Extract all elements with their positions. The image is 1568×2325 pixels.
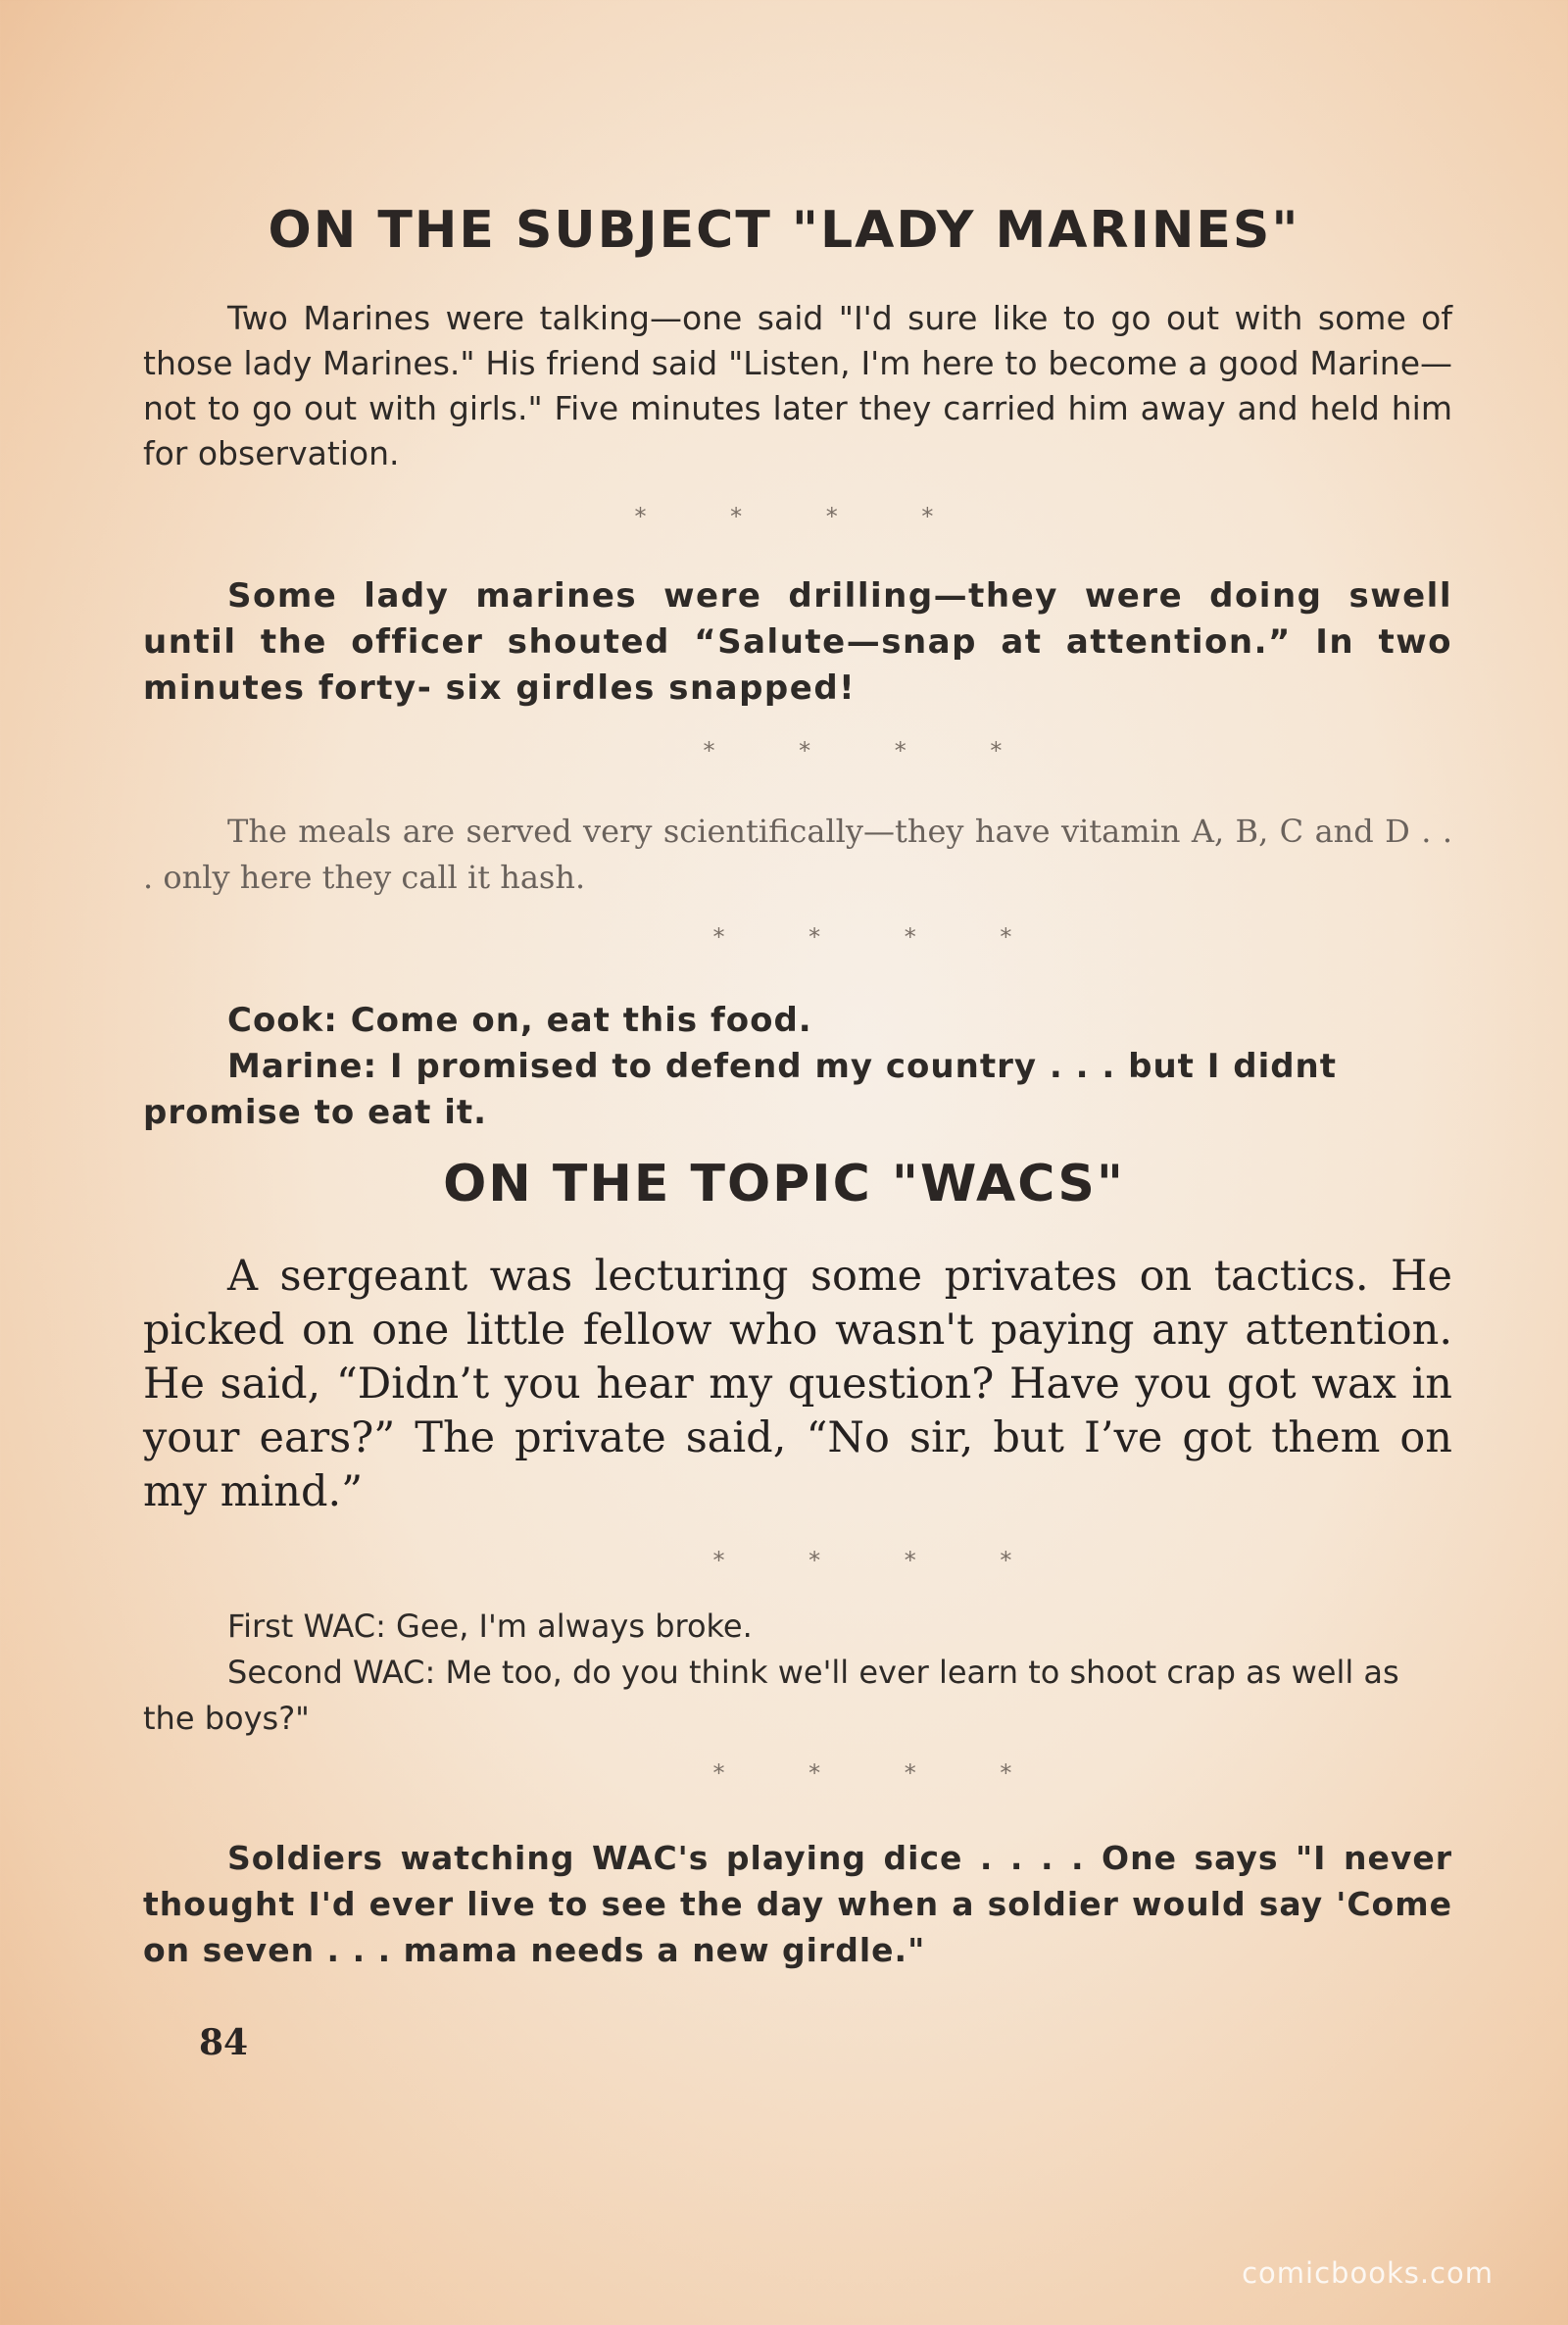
joke-meals-vitamins [143,809,1452,901]
joke-wac-broke [143,1604,1452,1742]
watermark: comicbooks.com [1242,2256,1494,2290]
joke-cook-marine [143,998,1452,1136]
joke-lady-marines-drilling [143,573,1452,712]
divider-stars: * * * * [703,737,1003,765]
dialogue-line: Second WAC: Me too, do you think we'll ever learn to shoot crap as well as the boys?" [143,1654,1399,1737]
divider-stars: * * * * [712,923,1012,951]
dialogue-line: Cook: Come on, eat this food. [227,1001,812,1040]
joke-text: Soldiers watching WAC's playing dice . . . . One says "I never thought I'd ever live to see the day when a soldier would say 'Come on seven . . . mama needs a new girdle." [143,1839,1452,1969]
joke-text: Some lady marines were drilling—they were doing swell until the officer shouted “Salute—snap at attention.” In two minutes forty- six girdles snapped! [143,576,1452,708]
dialogue-line: Marine: I promised to defend my country . . . but I didnt promise to eat it. [143,1047,1338,1132]
joke-sergeant-tactics [143,1250,1452,1519]
joke-text: A sergeant was lecturing some privates on tactics. He picked on one little fellow who wasn't paying any attention. He said, “Didn’t you hear my question? Have you got wax in your ears?” The private said, “No sir, but I’ve got them on my mind.” [143,1252,1452,1516]
divider-stars: * * * * [634,503,934,530]
joke-text: Two Marines were talking—one said "I'd sure like to go out with some of those lady Marines." His friend said "Listen, I'm here to become a good Marine—not to go out with girls." Five minutes later they carried him away and held him for observation. [143,299,1452,472]
divider-stars: * * * * [712,1759,1012,1787]
joke-text: The meals are served very scientifically—they have vitamin A, B, C and D . . . only here they call it hash. [143,813,1452,896]
joke-wac-dice [143,1835,1452,1973]
section-heading-lady-marines: ON THE SUBJECT "LADY MARINES" [268,201,1300,260]
dialogue-line: First WAC: Gee, I'm always broke. [227,1608,753,1645]
page-number: 84 [199,2022,249,2063]
divider-stars: * * * * [712,1547,1012,1574]
section-heading-wacs: ON THE TOPIC "WACS" [443,1155,1125,1213]
joke-two-marines [143,296,1452,476]
